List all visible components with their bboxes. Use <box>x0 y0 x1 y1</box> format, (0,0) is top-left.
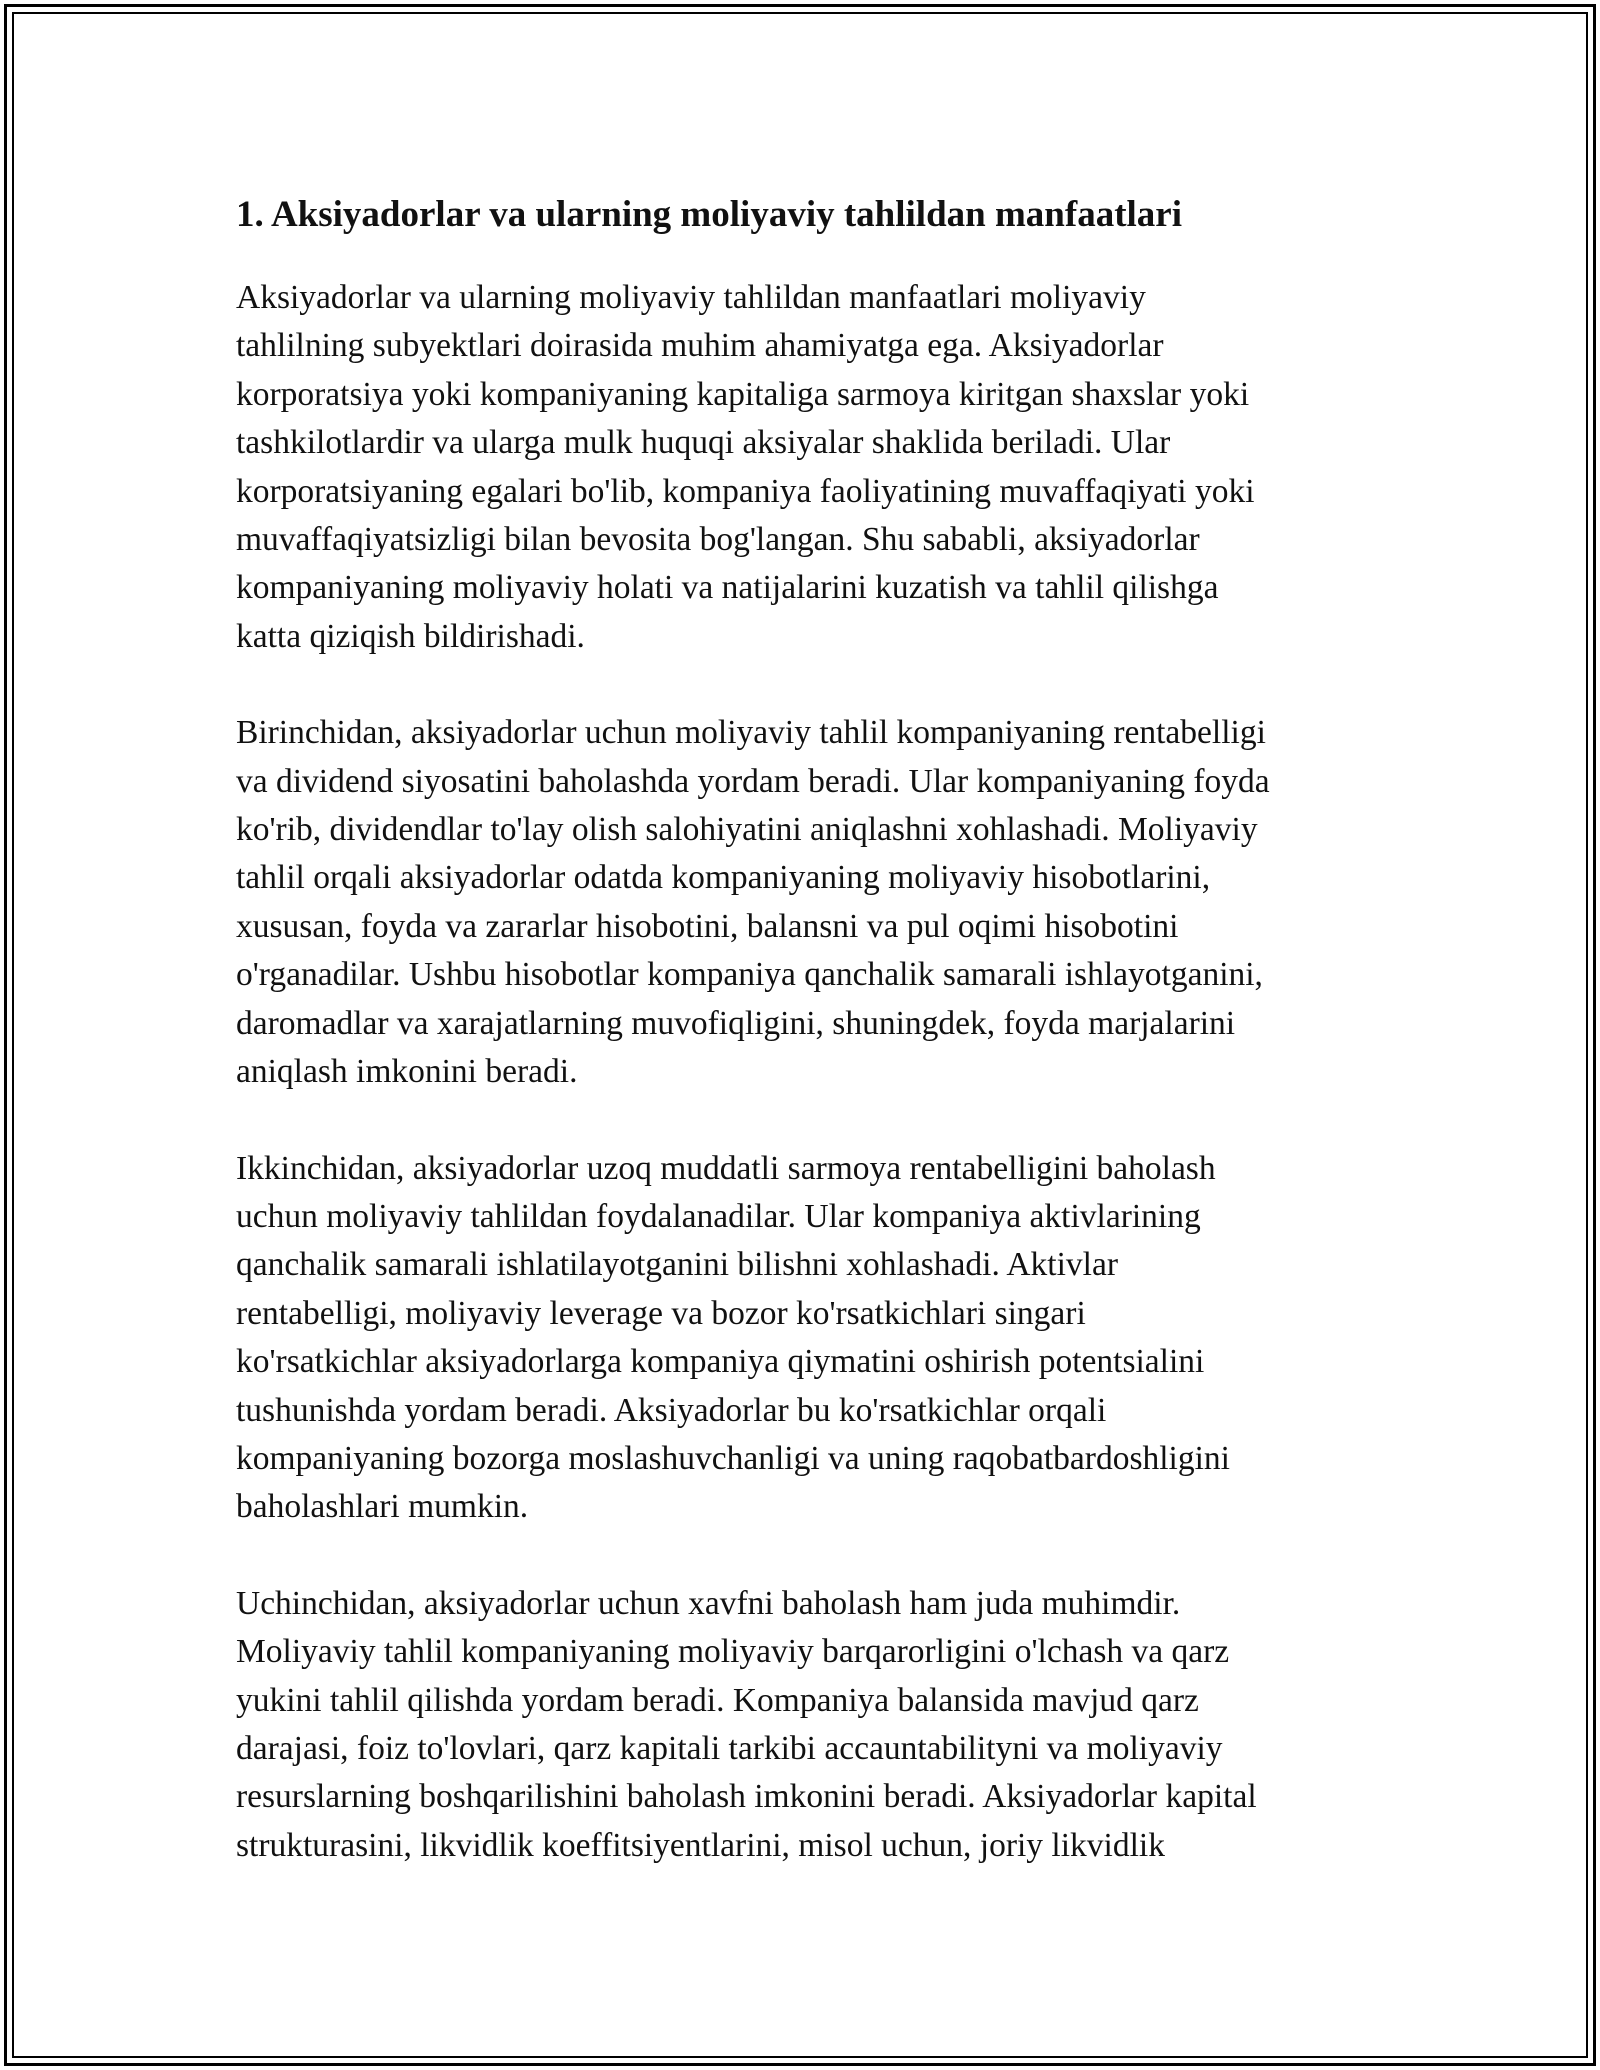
paragraphs-container <box>236 274 1406 1870</box>
paragraph-line: Moliyaviy tahlil kompaniyaning moliyaviy barqarorligini o'lchash va qarz <box>236 1633 1230 1671</box>
paragraph-line: Uchinchidan, aksiyadorlar uchun xavfni baholash ham juda muhimdir. <box>236 1584 1181 1622</box>
document-title: 1. Aksiyadorlar va ularning moliyaviy tahlildan manfaatlari <box>236 194 1183 235</box>
paragraph-line: resurslarning boshqarilishini baholash imkonini beradi. Aksiyadorlar kapital <box>236 1778 1257 1816</box>
paragraph-line: ko'rib, dividendlar to'lay olish salohiyatini aniqlashni xohlashadi. Moliyaviy <box>236 811 1258 849</box>
paragraph-line: tahlil orqali aksiyadorlar odatda kompaniyaning moliyaviy hisobotlarini, <box>236 859 1211 897</box>
paragraph-line: muvaffaqiyatsizligi bilan bevosita bog'langan. Shu sababli, aksiyadorlar <box>236 521 1200 559</box>
paragraph-3 <box>236 1145 1406 1532</box>
paragraph-line: katta qiziqish bildirishadi. <box>236 617 585 655</box>
paragraph-line: yukini tahlil qilishda yordam beradi. Kompaniya balansida mavjud qarz <box>236 1681 1199 1719</box>
document-body <box>236 186 1406 1918</box>
paragraph-line: kompaniyaning moliyaviy holati va natijalarini kuzatish va tahlil qilishga <box>236 569 1219 607</box>
paragraph-line: baholashlari mumkin. <box>236 1488 529 1526</box>
paragraph-line: kompaniyaning bozorga moslashuvchanligi va uning raqobatbardoshligini <box>236 1439 1230 1477</box>
paragraph-line: daromadlar va xarajatlarning muvofiqligini, shuningdek, foyda marjalarini <box>236 1004 1236 1042</box>
paragraph-2 <box>236 709 1406 1096</box>
paragraph-line: tashkilotlardir va ularga mulk huquqi aksiyalar shaklida beriladi. Ular <box>236 424 1171 462</box>
paragraph-4 <box>236 1580 1406 1870</box>
paragraph-line: va dividend siyosatini baholashda yordam beradi. Ular kompaniyaning foyda <box>236 762 1270 800</box>
paragraph-line: uchun moliyaviy tahlildan foydalanadilar. Ular kompaniya aktivlarining <box>236 1197 1201 1235</box>
paragraph-line: Birinchidan, aksiyadorlar uchun moliyaviy tahlil kompaniyaning rentabelligi <box>236 714 1266 752</box>
paragraph-line: korporatsiyaning egalari bo'lib, kompaniya faoliyatining muvaffaqiyati yoki <box>236 472 1255 510</box>
paragraph-line: ko'rsatkichlar aksiyadorlarga kompaniya qiymatini oshirish potentsialini <box>236 1343 1205 1381</box>
paragraph-line: tahlilning subyektlari doirasida muhim ahamiyatga ega. Aksiyadorlar <box>236 327 1164 365</box>
paragraph-line: Aksiyadorlar va ularning moliyaviy tahlildan manfaatlari moliyaviy <box>236 279 1146 316</box>
paragraph-1 <box>236 274 1406 661</box>
paragraph-line: o'rganadilar. Ushbu hisobotlar kompaniya qanchalik samarali ishlayotganini, <box>236 956 1263 994</box>
paragraph-line: xususan, foyda va zararlar hisobotini, balansni va pul oqimi hisobotini <box>236 907 1179 945</box>
paragraph-line: qanchalik samarali ishlatilayotganini bilishni xohlashadi. Aktivlar <box>236 1246 1118 1284</box>
paragraph-line: darajasi, foiz to'lovlari, qarz kapitali tarkibi accauntabilityni va moliyaviy <box>236 1729 1223 1767</box>
paragraph-line: tushunishda yordam beradi. Aksiyadorlar bu ko'rsatkichlar orqali <box>236 1391 1107 1429</box>
paragraph-line: korporatsiya yoki kompaniyaning kapitaliga sarmoya kiritgan shaxslar yoki <box>236 375 1250 413</box>
paragraph-line: strukturasini, likvidlik koeffitsiyentlarini, misol uchun, joriy likvidlik <box>236 1826 1165 1864</box>
paragraph-line: rentabelligi, moliyaviy leverage va bozor ko'rsatkichlari singari <box>236 1294 1086 1332</box>
paragraph-line: Ikkinchidan, aksiyadorlar uzoq muddatli sarmoya rentabelligini baholash <box>236 1149 1216 1187</box>
paragraph-line: aniqlash imkonini beradi. <box>236 1053 578 1091</box>
